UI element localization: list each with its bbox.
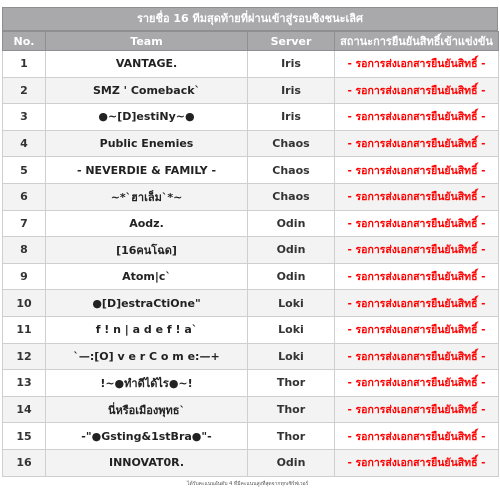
server-name: Iris (248, 104, 335, 131)
server-name: Thor (248, 396, 335, 423)
server-name: Thor (248, 423, 335, 450)
status-text: - รอการส่งเอกสารยืนยันสิทธิ์ - (335, 343, 499, 370)
status-text: - รอการส่งเอกสารยืนยันสิทธิ์ - (335, 77, 499, 104)
row-number: 8 (3, 237, 46, 264)
row-number: 7 (3, 210, 46, 237)
team-name: SMZ ' Comeback` (46, 77, 248, 104)
table-row (3, 104, 499, 131)
finalists-table (2, 31, 499, 477)
server-name: Odin (248, 263, 335, 290)
row-number: 5 (3, 157, 46, 184)
server-name: Odin (248, 449, 335, 476)
table-row (3, 423, 499, 450)
row-number: 14 (3, 396, 46, 423)
status-text: - รอการส่งเอกสารยืนยันสิทธิ์ - (335, 370, 499, 397)
table-row (3, 157, 499, 184)
column-header-status: สถานะการยืนยันสิทธิ์เข้าแข่งขัน (335, 32, 499, 51)
table-row (3, 316, 499, 343)
column-header-no: No. (3, 32, 46, 51)
table-row (3, 396, 499, 423)
server-name: Chaos (248, 130, 335, 157)
column-header-team: Team (46, 32, 248, 51)
table-row (3, 263, 499, 290)
table-row (3, 183, 499, 210)
row-number: 11 (3, 316, 46, 343)
server-name: Chaos (248, 157, 335, 184)
table-row (3, 51, 499, 78)
team-name: ~*`ฮาเล็ม`*~ (46, 183, 248, 210)
column-header-server: Server (248, 32, 335, 51)
status-text: - รอการส่งเอกสารยืนยันสิทธิ์ - (335, 157, 499, 184)
status-text: - รอการส่งเอกสารยืนยันสิทธิ์ - (335, 104, 499, 131)
row-number: 2 (3, 77, 46, 104)
status-text: - รอการส่งเอกสารยืนยันสิทธิ์ - (335, 423, 499, 450)
team-name: [16คนโฉด] (46, 237, 248, 264)
team-name: f ! n | a d e f ! a` (46, 316, 248, 343)
row-number: 3 (3, 104, 46, 131)
table-row (3, 237, 499, 264)
server-name: Odin (248, 237, 335, 264)
team-name: Atom|c` (46, 263, 248, 290)
table-row (3, 210, 499, 237)
server-name: Odin (248, 210, 335, 237)
status-text: - รอการส่งเอกสารยืนยันสิทธิ์ - (335, 449, 499, 476)
table-row (3, 370, 499, 397)
row-number: 16 (3, 449, 46, 476)
team-name: -"●Gsting&1stBra●"- (46, 423, 248, 450)
server-name: Loki (248, 316, 335, 343)
team-name: Aodz. (46, 210, 248, 237)
footnote: ได้รับคะแนนอันดับ 4 ที่มีคะแนนสูงที่สุดจากทุกเซิร์ฟเวอร์ (187, 481, 309, 487)
server-name: Chaos (248, 183, 335, 210)
status-text: - รอการส่งเอกสารยืนยันสิทธิ์ - (335, 316, 499, 343)
server-name: Iris (248, 51, 335, 78)
status-text: - รอการส่งเอกสารยืนยันสิทธิ์ - (335, 396, 499, 423)
row-number: 12 (3, 343, 46, 370)
table-row (3, 449, 499, 476)
server-name: Loki (248, 290, 335, 317)
status-text: - รอการส่งเอกสารยืนยันสิทธิ์ - (335, 210, 499, 237)
team-name: ●~[D]estiNy~● (46, 104, 248, 131)
team-name: นี่หรือเมืองพุทธ` (46, 396, 248, 423)
row-number: 4 (3, 130, 46, 157)
team-name: VANTAGE. (46, 51, 248, 78)
team-name: !~●ทำดีได้ไร●~! (46, 370, 248, 397)
team-name: Public Enemies (46, 130, 248, 157)
team-name: - NEVERDIE & FAMILY - (46, 157, 248, 184)
status-text: - รอการส่งเอกสารยืนยันสิทธิ์ - (335, 290, 499, 317)
table-row (3, 290, 499, 317)
team-name: ●[D]estraCtiOne" (46, 290, 248, 317)
status-text: - รอการส่งเอกสารยืนยันสิทธิ์ - (335, 51, 499, 78)
status-text: - รอการส่งเอกสารยืนยันสิทธิ์ - (335, 183, 499, 210)
table-row (3, 130, 499, 157)
team-name: INNOVAT0R. (46, 449, 248, 476)
server-name: Thor (248, 370, 335, 397)
table-row (3, 77, 499, 104)
row-number: 9 (3, 263, 46, 290)
row-number: 10 (3, 290, 46, 317)
status-text: - รอการส่งเอกสารยืนยันสิทธิ์ - (335, 263, 499, 290)
row-number: 6 (3, 183, 46, 210)
team-name: `—:[O] v e r C o m e:—+ (46, 343, 248, 370)
row-number: 15 (3, 423, 46, 450)
row-number: 13 (3, 370, 46, 397)
status-text: - รอการส่งเอกสารยืนยันสิทธิ์ - (335, 237, 499, 264)
server-name: Iris (248, 77, 335, 104)
status-text: - รอการส่งเอกสารยืนยันสิทธิ์ - (335, 130, 499, 157)
page-title: รายชื่อ 16 ทีมสุดท้ายที่ผ่านเข้าสู่รอบชิงชนะเลิศ (2, 7, 498, 31)
table-row (3, 343, 499, 370)
server-name: Loki (248, 343, 335, 370)
row-number: 1 (3, 51, 46, 78)
table-header-row (3, 32, 499, 51)
